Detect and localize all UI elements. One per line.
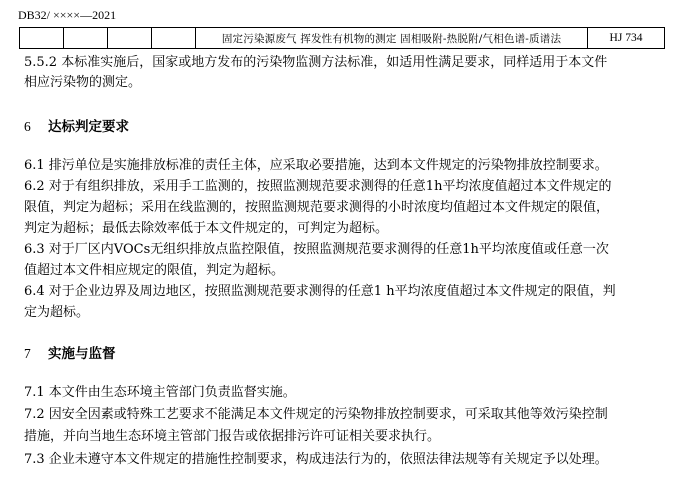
empty-cell: [108, 28, 152, 49]
clause-text: 7.1 本文件由生态环境主管部门负责监督实施。: [24, 385, 296, 400]
clause-text: 7.2 因安全因素或特殊工艺要求不能满足本文件规定的污染物排放控制要求，可采取其他等效污染控制: [24, 407, 608, 422]
section-title: 实施与监督: [48, 346, 116, 362]
empty-cell: [152, 28, 196, 49]
section-title: 达标判定要求: [48, 119, 129, 135]
clause-text: 判定为超标；最低去除效率低于本文件规定的，可判定为超标。: [24, 221, 389, 236]
reference-table: [19, 27, 665, 49]
clause-text: 6.4 对于企业边界及周边地区，按照监测规范要求测得的任意1 h平均浓度值超过本文件规定的限值，判: [24, 284, 616, 299]
clause-text: 定为超标。: [24, 305, 90, 320]
empty-cell: [20, 28, 64, 49]
clause-text: 6.1 排污单位是实施排放标准的责任主体，应采取必要措施，达到本文件规定的污染物排放控制要求。: [24, 158, 608, 173]
clause-text: 相应污染物的测定。: [24, 75, 142, 90]
reference-row: [20, 28, 665, 49]
clause-text: 措施，并向当地生态环境主管部门报告或依据排污许可证相关要求执行。: [24, 429, 441, 444]
section-number: 6: [24, 119, 31, 134]
clause-text: 5.5.2 本标准实施后，国家或地方发布的污染物监测方法标准，如适用性满足要求，同样适用于本文件: [24, 55, 608, 70]
clause-text: 6.2 对于有组织排放，采用手工监测的，按照监测规范要求测得的任意1h平均浓度值超过本文件规定的: [24, 179, 612, 194]
clause-text: 限值，判定为超标；采用在线监测的，按照监测规范要求测得的小时浓度均值超过本文件规定的限值，: [24, 200, 610, 215]
standard-code: DB32/ ××××—2021: [18, 8, 117, 22]
section-6-heading: [24, 116, 129, 138]
section-number: 7: [24, 346, 31, 361]
section-7-heading: [24, 343, 116, 365]
referenced-standard-number: HJ 734: [588, 28, 665, 49]
clause-text: 7.3 企业未遵守本文件规定的措施性控制要求，构成违法行为的，依照法律法规等有关规定予以处理。: [24, 452, 608, 467]
empty-cell: [64, 28, 108, 49]
clause-text: 6.3 对于厂区内VOCs无组织排放点监控限值，按照监测规范要求测得的任意1h平均浓度值或任意一次: [24, 242, 609, 257]
clause-text: 值超过本文件相应规定的限值，判定为超标。: [24, 263, 285, 278]
referenced-standard-title: 固定污染源废气 挥发性有机物的测定 固相吸附-热脱附/气相色谱-质谱法: [196, 28, 588, 49]
